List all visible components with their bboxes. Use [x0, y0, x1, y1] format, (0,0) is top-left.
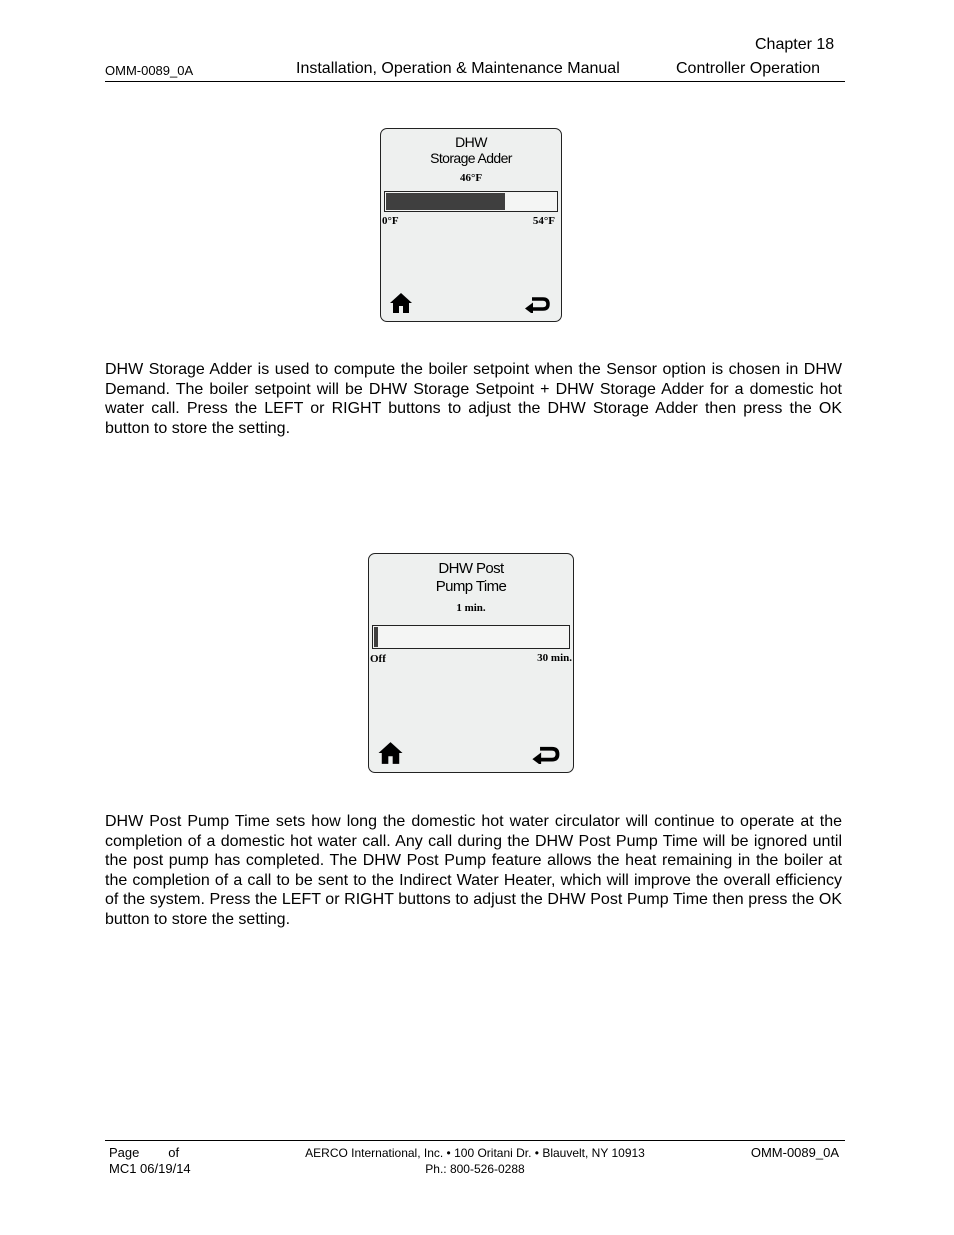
scale-max-label: 30 min. [537, 652, 572, 664]
storage-adder-description: DHW Storage Adder is used to compute the boiler setpoint when the Sensor option is chosen in DHW Demand. The boiler setpoint will be DHW Storage Setpoint + DHW Storage Adder for a domestic hot water call. Press the LEFT or RIGHT buttons to adjust the DHW Storage Adder then press the OK button to store the setting. [105, 361, 842, 437]
page-header [105, 60, 845, 82]
scale-min-label: Off [370, 653, 386, 665]
screen-title-line2: Storage Adder [430, 150, 512, 166]
footer-company-address: AERCO International, Inc. • 100 Oritani Dr. • Blauvelt, NY 10913 [305, 1146, 645, 1160]
screen-title-line1: DHW Post [438, 560, 504, 577]
level-bar-fill [374, 627, 378, 647]
footer-phone: Ph.: 800-526-0288 [425, 1162, 525, 1176]
screen-value: 1 min. [456, 602, 486, 614]
screen-title-line1: DHW [455, 134, 487, 150]
header-manual-title: Installation, Operation & Maintenance Manual [296, 60, 620, 77]
footer-doc-number: OMM-0089_0A [750, 1145, 839, 1160]
home-icon[interactable] [377, 741, 404, 765]
level-bar[interactable] [384, 191, 558, 212]
header-section-title: Controller Operation [676, 60, 821, 77]
scale-max-label: 54°F [532, 215, 555, 227]
scale-min-label: 0°F [382, 215, 399, 227]
chapter-label: Chapter 18 [755, 36, 835, 53]
home-icon[interactable] [389, 292, 413, 314]
level-bar[interactable] [372, 625, 570, 649]
level-bar-fill [386, 193, 505, 210]
controller-screen-post-pump-time [368, 553, 574, 773]
return-arrow-icon[interactable] [522, 291, 552, 313]
controller-screen-storage-adder [380, 128, 562, 322]
post-pump-time-description: DHW Post Pump Time sets how long the domestic hot water circulator will continue to operate at the completion of a domestic hot water call. Any call during the DHW Post Pump Time will be ignored until the post pump has completed. The DHW Post Pump feature allows the heat remaining in the boiler at the completion of a call to be sent to the Indirect Water Heater, which will improve the overall efficiency of the system. Press the LEFT or RIGHT buttons to adjust the DHW Post Pump Time then press the OK button to store the setting. [105, 813, 842, 928]
return-arrow-icon[interactable] [529, 740, 562, 764]
screen-title-line2: Pump Time [435, 578, 507, 595]
page-footer [105, 1140, 845, 1181]
header-doc-number: OMM-0089_0A [105, 63, 194, 78]
footer-revision: MC1 06/19/14 [109, 1161, 191, 1176]
screen-value: 46°F [459, 172, 483, 184]
footer-page-label: Page of [109, 1145, 180, 1160]
